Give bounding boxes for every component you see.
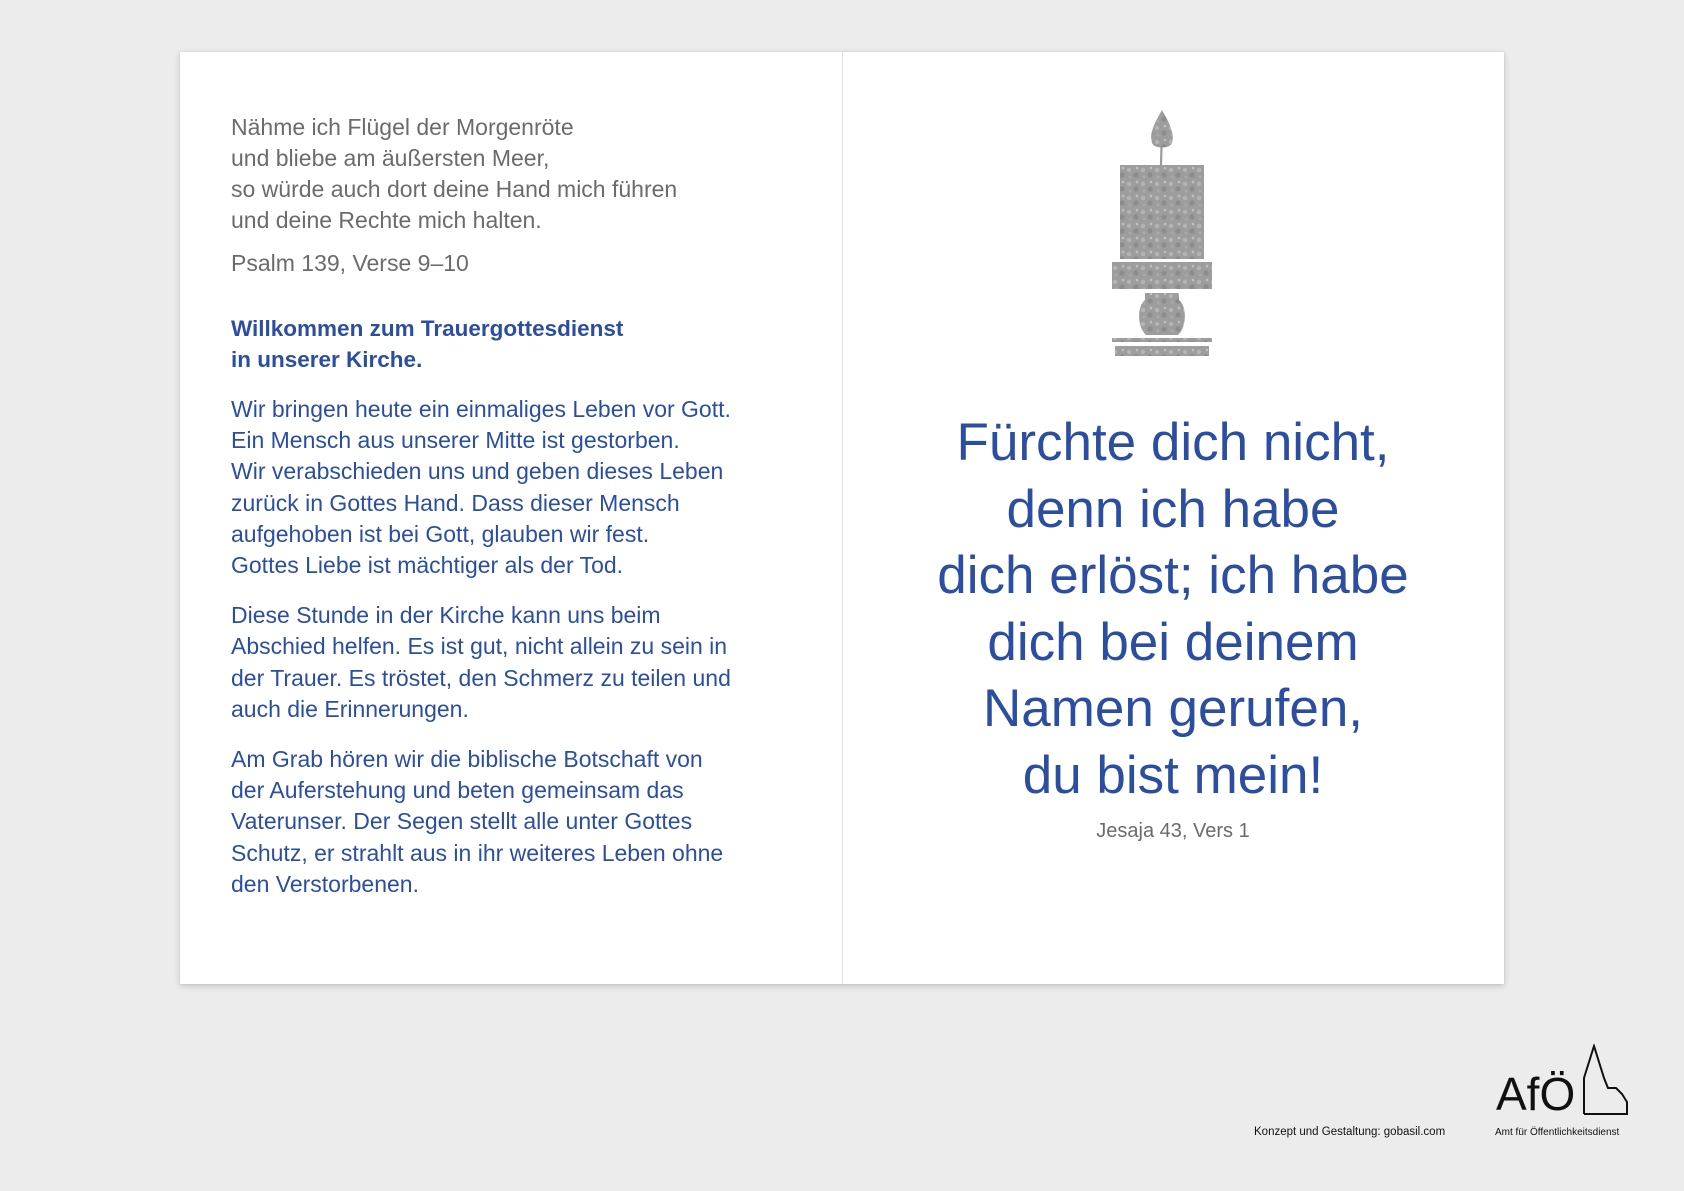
isaiah-verse: Fürchte dich nicht, denn ich habe dich erlöst; ich habe dich bei deinem Namen gerufen, du bist mein! (937, 413, 1409, 805)
intro-paragraph: Wir bringen heute ein einmaliges Leben vor Gott. Ein Mensch aus unserer Mitte ist gestorben. Wir verabschieden uns und geben dieses Leben zurück in Gottes Hand. Dass dieser Mensch aufgehoben ist bei Gott, glauben wir fest. Gottes Liebe ist mächtiger als der Tod. (231, 396, 731, 579)
left-page (231, 112, 811, 900)
comfort-paragraph: Diese Stunde in der Kirche kann uns beim Abschied helfen. Es ist gut, nicht allein zu sein in der Trauer. Es tröstet, den Schmerz zu teilen und auch die Erinnerungen. (231, 602, 731, 722)
candle-icon (1112, 110, 1212, 370)
logo-caption: Amt für Öffentlichkeitsdienst (1495, 1127, 1620, 1138)
grave-paragraph: Am Grab hören wir die biblische Botschaft von der Auferstehung und beten gemeinsam das Vaterunser. Der Segen stellt alle unter Gottes Schutz, er strahlt aus in ihr weiteres Leben ohne den Verstorbenen. (231, 746, 724, 897)
psalm-quote: Nähme ich Flügel der Morgenröte und bliebe am äußersten Meer, so würde auch dort deine Hand mich führen und deine Rechte mich halten. (231, 114, 678, 233)
afoe-logo (1494, 1044, 1634, 1116)
design-credit: Konzept und Gestaltung: gobasil.com (1254, 1126, 1446, 1138)
logo-text: AfÖ (1496, 1068, 1576, 1116)
psalm-reference: Psalm 139, Verse 9–10 (231, 250, 469, 276)
folded-card-spread (180, 52, 1504, 984)
right-page (842, 52, 1504, 984)
welcome-heading: Willkommen zum Trauergottesdienst in unserer Kirche. (231, 316, 624, 372)
verse-reference: Jesaja 43, Vers 1 (1096, 820, 1250, 842)
